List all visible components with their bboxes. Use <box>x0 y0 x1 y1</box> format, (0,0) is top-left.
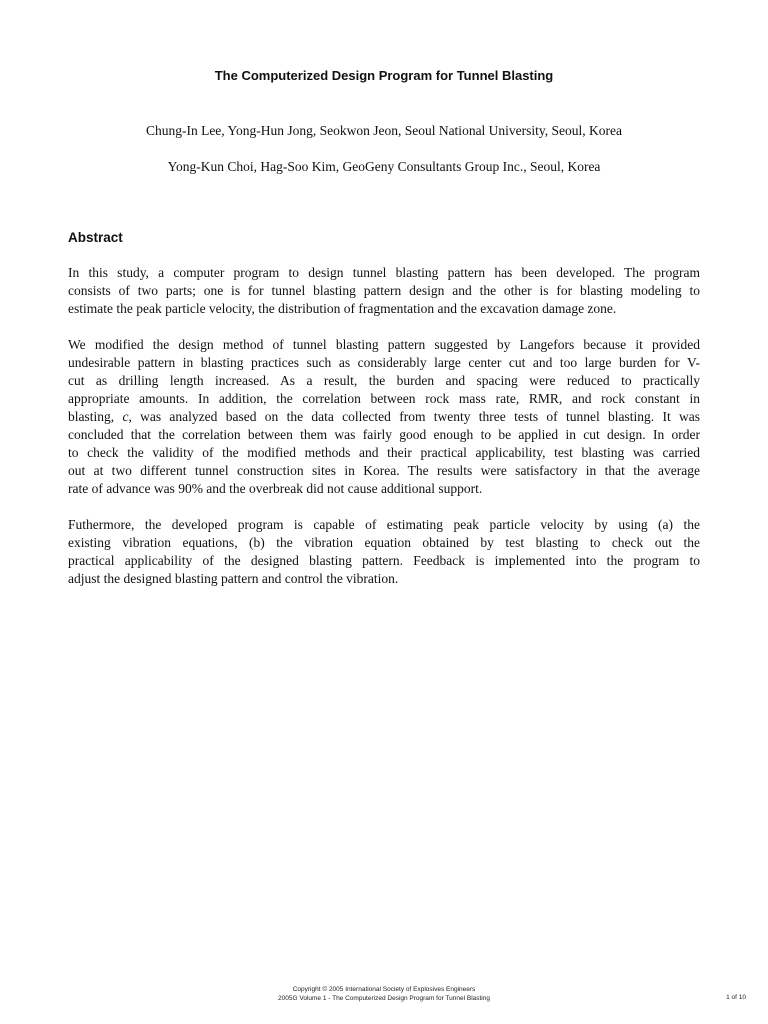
paragraph-line: cut as drilling length increased. As a result, the burden and spacing were reduced to practically <box>68 373 700 388</box>
author-line-1: Chung-In Lee, Yong-Hun Jong, Seokwon Jeon, Seoul National University, Seoul, Korea <box>145 123 623 138</box>
abstract-paragraph-3 <box>68 516 700 588</box>
paragraph-line: concluded that the correlation between them was fairly good enough to be applied in cut design. In order <box>68 427 700 442</box>
paragraph-line: existing vibration equations, (b) the vibration equation obtained by test blasting to check out the <box>68 535 700 550</box>
paragraph-line: adjust the designed blasting pattern and control the vibration. <box>68 571 399 586</box>
paragraph-line: Futhermore, the developed program is capable of estimating peak particle velocity by using (a) the <box>68 517 700 532</box>
abstract-heading: Abstract <box>68 230 123 245</box>
author-line-2: Yong-Kun Choi, Hag-Soo Kim, GeoGeny Consultants Group Inc., Seoul, Korea <box>167 159 601 174</box>
abstract-paragraph-1 <box>68 264 700 318</box>
paragraph-line: out at two different tunnel construction sites in Korea. The results were satisfactory in that the average <box>68 463 700 478</box>
paper-title: The Computerized Design Program for Tunnel Blasting <box>214 68 554 83</box>
paragraph-line: In this study, a computer program to design tunnel blasting pattern has been developed. The program <box>68 265 700 280</box>
page-footer <box>0 985 768 1003</box>
line-prefix: blasting, <box>68 409 115 424</box>
paragraph-line: estimate the peak particle velocity, the distribution of fragmentation and the excavation damage zone. <box>68 301 617 316</box>
rock-constant-symbol: c <box>122 409 129 424</box>
line-rest: was analyzed based on the data collected from twenty three tests of tunnel blasting. It was <box>140 409 700 424</box>
paragraph-line: rate of advance was 90% and the overbreak did not cause additional support. <box>68 481 483 496</box>
paragraph-line: appropriate amounts. In addition, the correlation between rock mass rate, RMR, and rock constant in <box>68 391 700 406</box>
paragraph-line: undesirable pattern in blasting practices such as considerably large center cut and too large burden for V- <box>68 355 700 370</box>
paragraph-line: We modified the design method of tunnel blasting pattern suggested by Langefors because it provided <box>68 337 700 352</box>
line-comma: , <box>128 409 132 424</box>
paragraph-line: to check the validity of the modified methods and their practical applicability, test blasting was carried <box>68 445 700 460</box>
abstract-paragraph-2 <box>68 336 700 498</box>
footer-copyright: Copyright © 2005 International Society of Explosives Engineers <box>292 986 476 993</box>
paragraph-line <box>68 408 700 426</box>
paragraph-line: consists of two parts; one is for tunnel blasting pattern design and the other is for blasting modeling to <box>68 283 700 298</box>
paragraph-line: practical applicability of the designed blasting pattern. Feedback is implemented into the program to <box>68 553 700 568</box>
page-number: 1 of 10 <box>726 994 746 1001</box>
footer-volume: 2005G Volume 1 - The Computerized Design Program for Tunnel Blasting <box>278 995 490 1002</box>
